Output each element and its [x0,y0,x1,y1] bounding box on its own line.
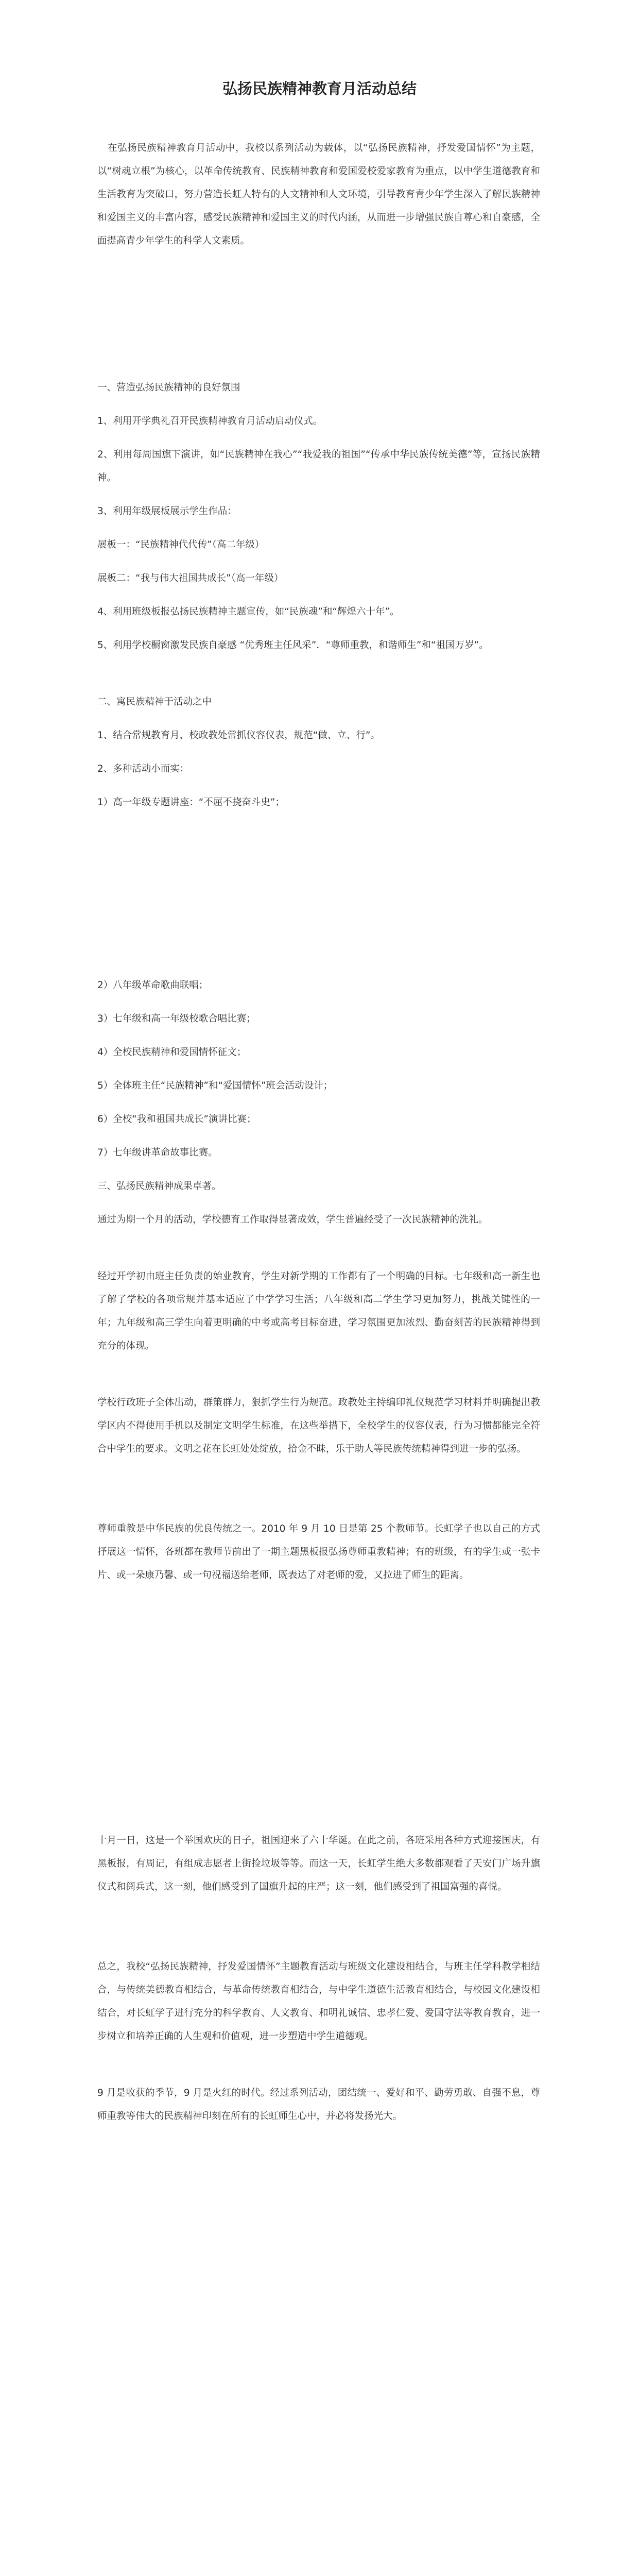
list-item: 4、利用班级板报弘扬民族精神主题宣传，如“民族魂”和“辉煌六十年”。 [97,606,400,617]
list-item: 6）全校“我和祖国共成长”演讲比赛； [97,1114,256,1125]
summary-paragraph: 总之，我校“弘扬民族精神，抒发爱国情怀”主题教育活动与班级文化建设相结合，与班主任学科教学相结合，与传统美德教育相结合，与革命传统教育相结合，与中学生道德生活教育相结合，与校园文化建设相结合，对长虹学子进行充分的科学教育、人文教育、和明礼诚信、忠孝仁爱、爱国守法等教育教育，进一步树立和培养正确的人生观和价值观，进一步塑造中学生道德观。 [97,1961,540,2042]
section-heading-2: 二、寓民族精神于活动之中 [97,697,212,707]
list-item: 2）八年级革命歌曲联唱； [97,980,209,991]
list-item: 展板二：“我与伟大祖国共成长”（高一年级） [97,573,284,584]
list-item: 1、利用开学典礼召开民族精神教育月活动启动仪式。 [97,416,323,427]
list-item: 展板一：“民族精神代代传”（高二年级） [97,539,265,550]
list-item: 4）全校民族精神和爱国情怀征文； [97,1047,247,1058]
document-title: 弘扬民族精神教育月活动总结 [222,80,417,97]
list-item: 2、利用每周国旗下演讲，如“民族精神在我心”“我爱我的祖国”“传承中华民族传统美德”等，宣扬民族精神。 [97,449,540,483]
list-item: 7）七年级讲革命故事比赛。 [97,1147,218,1158]
list-item: 5、利用学校橱窗激发民族自豪感 “优秀班主任风采”．“尊师重教，和谐师生”和“祖国万岁”。 [97,640,489,651]
list-item: 5）全体班主任“民族精神”和“爱国情怀”班会活动设计； [97,1080,333,1091]
body-paragraph: 经过开学初由班主任负责的始业教育，学生对新学期的工作都有了一个明确的目标。七年级和高一新生也了解了学校的各项常规并基本适应了中学学习生活；八年级和高二学生学习更加努力，挑战关键性的一年；九年级和高三学生向着更明确的中考或高考目标奋进，学习氛围更加浓烈、勤奋刻苦的民族精神得到充分的体现。 [97,1271,540,1351]
intro-paragraph: 在弘扬民族精神教育月活动中，我校以系列活动为载体，以“弘扬民族精神，抒发爱国情怀”为主题，以“树魂立根”为核心，以革命传统教育、民族精神教育和爱国爱校爱家教育为重点，以中学生道德教育和生活教育为突破口，努力营造长虹人特有的人文精神和人文环境，引导教育青少年学生深入了解民族精神和爱国主义的丰富内容，感受民族精神和爱国主义的时代内涵，从而进一步增强民族自尊心和自豪感，全面提高青少年学生的科学人文素质。 [97,143,540,246]
body-paragraph: 通过为期一个月的活动，学校德育工作取得显著成效，学生普遍经受了一次民族精神的洗礼。 [97,1214,488,1225]
list-item: 2、多种活动小而实： [97,764,189,774]
section-heading-1: 一、营造弘扬民族精神的良好氛围 [97,382,240,393]
body-paragraph: 学校行政班子全体出动，群策群力，狠抓学生行为规范。政教处主持编印礼仪规范学习材料并明确提出教学区内不得使用手机以及制定文明学生标准，在这些举措下，全校学生的仪容仪表，行为习惯都能完全符合中学生的要求。文明之花在长虹处处绽放，拾金不昧，乐于助人等民族传统精神得到进一步的弘扬。 [97,1397,540,1454]
list-item: 1、结合常规教育月，校政教处常抓仪容仪表，规范“做、立、行”。 [97,730,380,741]
body-paragraph: 尊师重教是中华民族的优良传统之一。2010 年 9 月 10 日是第 25 个教师节。长虹学子也以自己的方式抒展这一情怀，各班都在教师节前出了一期主题黑板报弘扬尊师重教精神；有的班级，有的学生或一张卡片、或一朵康乃馨、或一句祝福送给老师，既表达了对老师的爱，又拉进了师生的距离。 [97,1523,540,1581]
closing-paragraph: 9 月是收获的季节，9 月是火红的时代。经过系列活动，团结统一、爱好和平、勤劳勇敢、自强不息，尊师重教等伟大的民族精神印刻在所有的长虹师生心中，并必将发扬光大。 [97,2088,540,2122]
list-item: 3、利用年级展板展示学生作品： [97,506,237,517]
list-item: 3）七年级和高一年级校歌合唱比赛； [97,1013,256,1024]
list-item: 1）高一年级专题讲座：“不屈不挠奋斗史”； [97,797,285,808]
section-heading-3: 三、弘扬民族精神成果卓著。 [97,1181,221,1192]
body-paragraph: 十月一日，这是一个举国欢庆的日子，祖国迎来了六十华诞。在此之前，各班采用各种方式迎接国庆，有黑板报，有周记，有组成志愿者上街捡垃圾等等。而这一天，长虹学生绝大多数都观看了天安门广场升旗仪式和阅兵式，这一刻，他们感受到了国旗升起的庄严；这一刻，他们感受到了祖国富强的喜悦。 [97,1835,540,1892]
